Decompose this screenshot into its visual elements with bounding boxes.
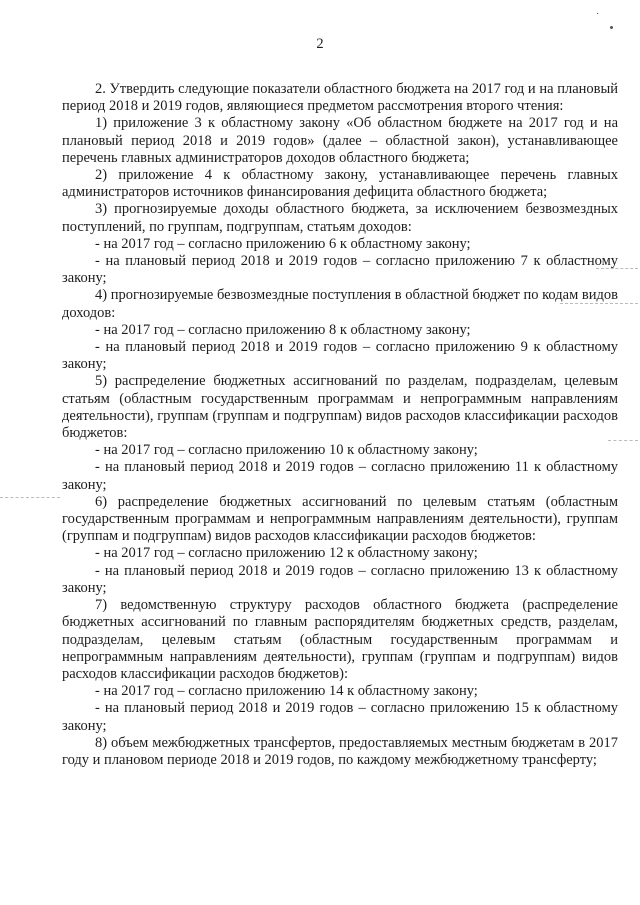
list-item: - на 2017 год – согласно приложению 14 к областному закону; [95,683,478,700]
list-item: - на плановый период 2018 и 2019 годов – согласно приложению 13 к областному закону; [62,562,618,596]
scan-mark: ˙ [596,12,600,23]
list-item: - на плановый период 2018 и 2019 годов – согласно приложению 7 к областному закону; [62,253,618,287]
scan-dot [610,26,613,29]
scan-artifact-line [0,497,60,498]
list-item: - на плановый период 2018 и 2019 годов – согласно приложению 9 к областному закону; [62,339,618,373]
paragraph: 5) распределение бюджетных ассигнований по разделам, подразделам, целевым статьям (областным государственным программам и непрограммным направлениям деятельности), группам (группам и подгруппам) видов расходов классификации расходов бюджетов: [62,373,618,442]
paragraph: 3) прогнозируемые доходы областного бюджета, за исключением безвозмездных поступлений, по группам, подгруппам, статьям доходов: [62,201,618,235]
paragraph: 6) распределение бюджетных ассигнований по целевым статьям (областным государственным программам и непрограммным направлениям деятельности), группам (группам и подгруппам) видов расходов классификации расходов бюджетов: [62,493,618,545]
list-item: - на 2017 год – согласно приложению 8 к областному закону; [95,321,471,338]
paragraph: 8) объем межбюджетных трансфертов, предоставляемых местным бюджетам в 2017 году и плановом периоде 2018 и 2019 годов, по каждому межбюджетному трансферту; [62,734,618,768]
paragraph: 1) приложение 3 к областному закону «Об областном бюджете на 2017 год и на плановый период 2018 и 2019 годов» (далее – областной закон), устанавливающее перечень главных администраторов доходов областного бюджета; [62,115,618,166]
page-number: 2 [316,36,324,52]
list-item: - на плановый период 2018 и 2019 годов – согласно приложению 15 к областному закону; [62,700,618,734]
paragraph: 2) приложение 4 к областному закону, устанавливающее перечень главных администраторов источников финансирования дефицита областного бюджета; [62,167,618,201]
paragraph: 7) ведомственную структуру расходов областного бюджета (распределение бюджетных ассигнований по главным распорядителям бюджетных средств, разделам, подразделам, целевым статьям (областным государственным программам и непрограммным направлениям деятельности), группам (группам и подгруппам) видов расходов классификации расходов бюджетов): [62,597,618,682]
paragraph: 4) прогнозируемые безвозмездные поступления в областной бюджет по кодам видов доходов: [62,287,618,321]
paragraph: 2. Утвердить следующие показатели областного бюджета на 2017 год и на плановый период 2018 и 2019 годов, являющиеся предметом рассмотрения второго чтения: [62,81,618,115]
document-body [62,81,618,769]
list-item: - на плановый период 2018 и 2019 годов – согласно приложению 11 к областному закону; [62,459,618,493]
list-item: - на 2017 год – согласно приложению 12 к областному закону; [95,545,478,562]
list-item: - на 2017 год – согласно приложению 10 к областному закону; [95,442,478,459]
list-item: - на 2017 год – согласно приложению 6 к областному закону; [95,235,471,252]
